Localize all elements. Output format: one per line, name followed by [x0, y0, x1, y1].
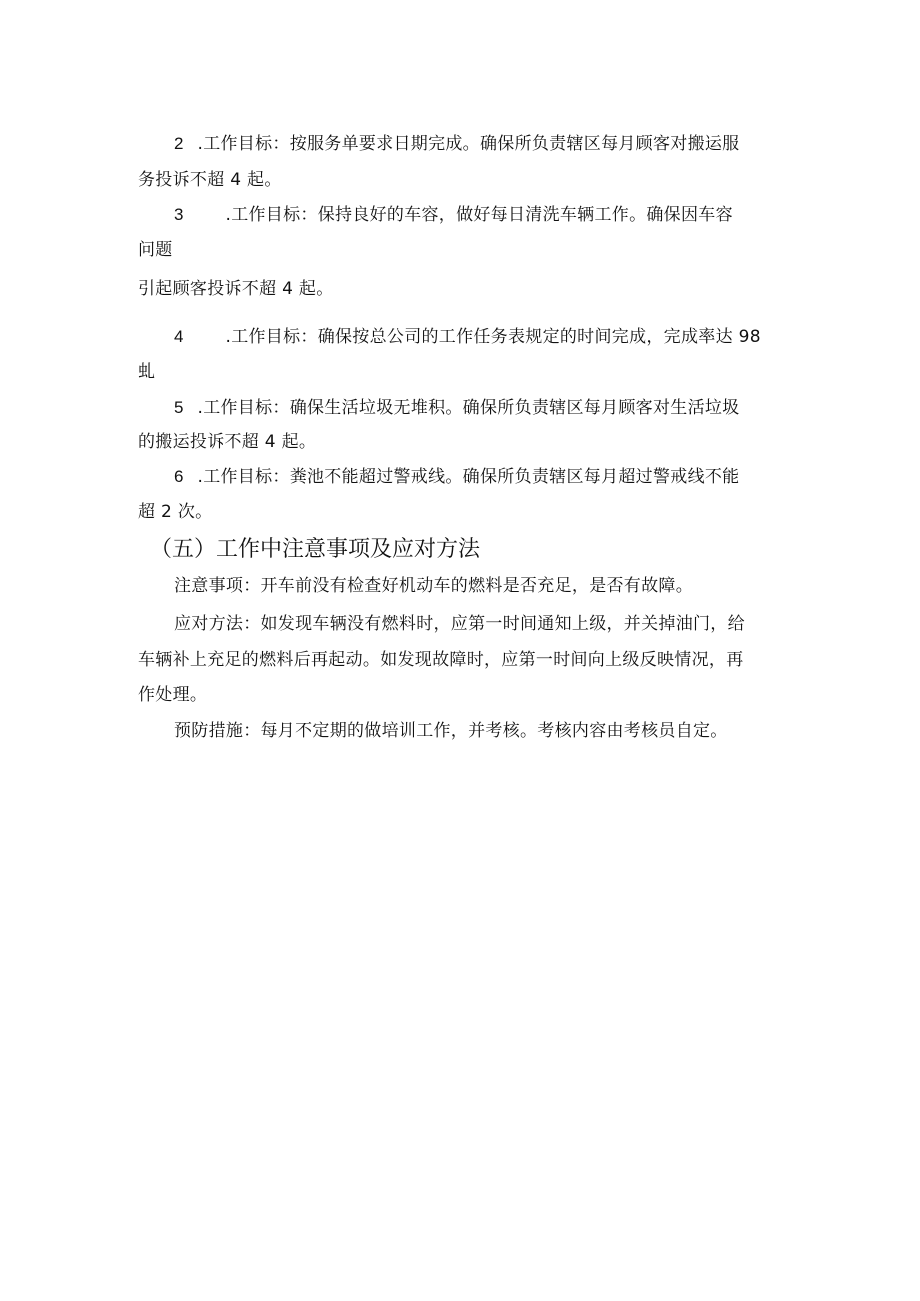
item-number: 4 [174, 327, 184, 346]
item-text: .工作目标：粪池不能超过警戒线。确保所负责辖区每月超过警戒线不能 [197, 467, 740, 487]
item-2-line-2: 务投诉不超 4 起。 [138, 170, 282, 190]
item-3-line-3: 引起顾客投诉不超 4 起。 [138, 279, 334, 299]
item-number: 6 [174, 467, 184, 486]
item-number: 2 [174, 134, 184, 153]
item-3-line-2: 问题 [138, 240, 173, 260]
item-text: .工作目标：确保生活垃圾无堆积。确保所负责辖区每月顾客对生活垃圾 [197, 398, 740, 418]
item-number: 5 [174, 398, 184, 417]
method-line-2: 车辆补上充足的燃料后再起动。如发现故障时，应第一时间向上级反映情况，再 [138, 650, 744, 670]
prevention-paragraph: 预防措施：每月不定期的做培训工作，并考核。考核内容由考核员自定。 [174, 721, 728, 741]
item-number: 3 [174, 205, 184, 224]
section-heading: （五）工作中注意事项及应对方法 [150, 537, 481, 562]
method-line-1: 应对方法：如发现车辆没有燃料时，应第一时间通知上级，并关掉油门，给 [174, 614, 745, 634]
method-line-3: 作处理。 [138, 685, 208, 705]
item-6-line-2: 超 2 次。 [138, 502, 213, 522]
item-3-line-1 [174, 203, 733, 227]
item-text: .工作目标：确保按总公司的工作任务表规定的时间完成，完成率达 98 [225, 327, 761, 347]
item-2-line-1 [174, 132, 740, 156]
notice-paragraph: 注意事项：开车前没有检查好机动车的燃料是否充足，是否有故障。 [174, 576, 693, 596]
item-5-line-2: 的搬运投诉不超 4 起。 [138, 432, 317, 452]
item-6-line-1 [174, 465, 740, 489]
item-4-line-1 [174, 325, 761, 349]
item-5-line-1 [174, 396, 740, 420]
item-4-line-2: 虬 [138, 362, 156, 382]
item-text: .工作目标：保持良好的车容，做好每日清洗车辆工作。确保因车容 [225, 205, 733, 225]
item-text: .工作目标：按服务单要求日期完成。确保所负责辖区每月顾客对搬运服 [197, 134, 740, 154]
